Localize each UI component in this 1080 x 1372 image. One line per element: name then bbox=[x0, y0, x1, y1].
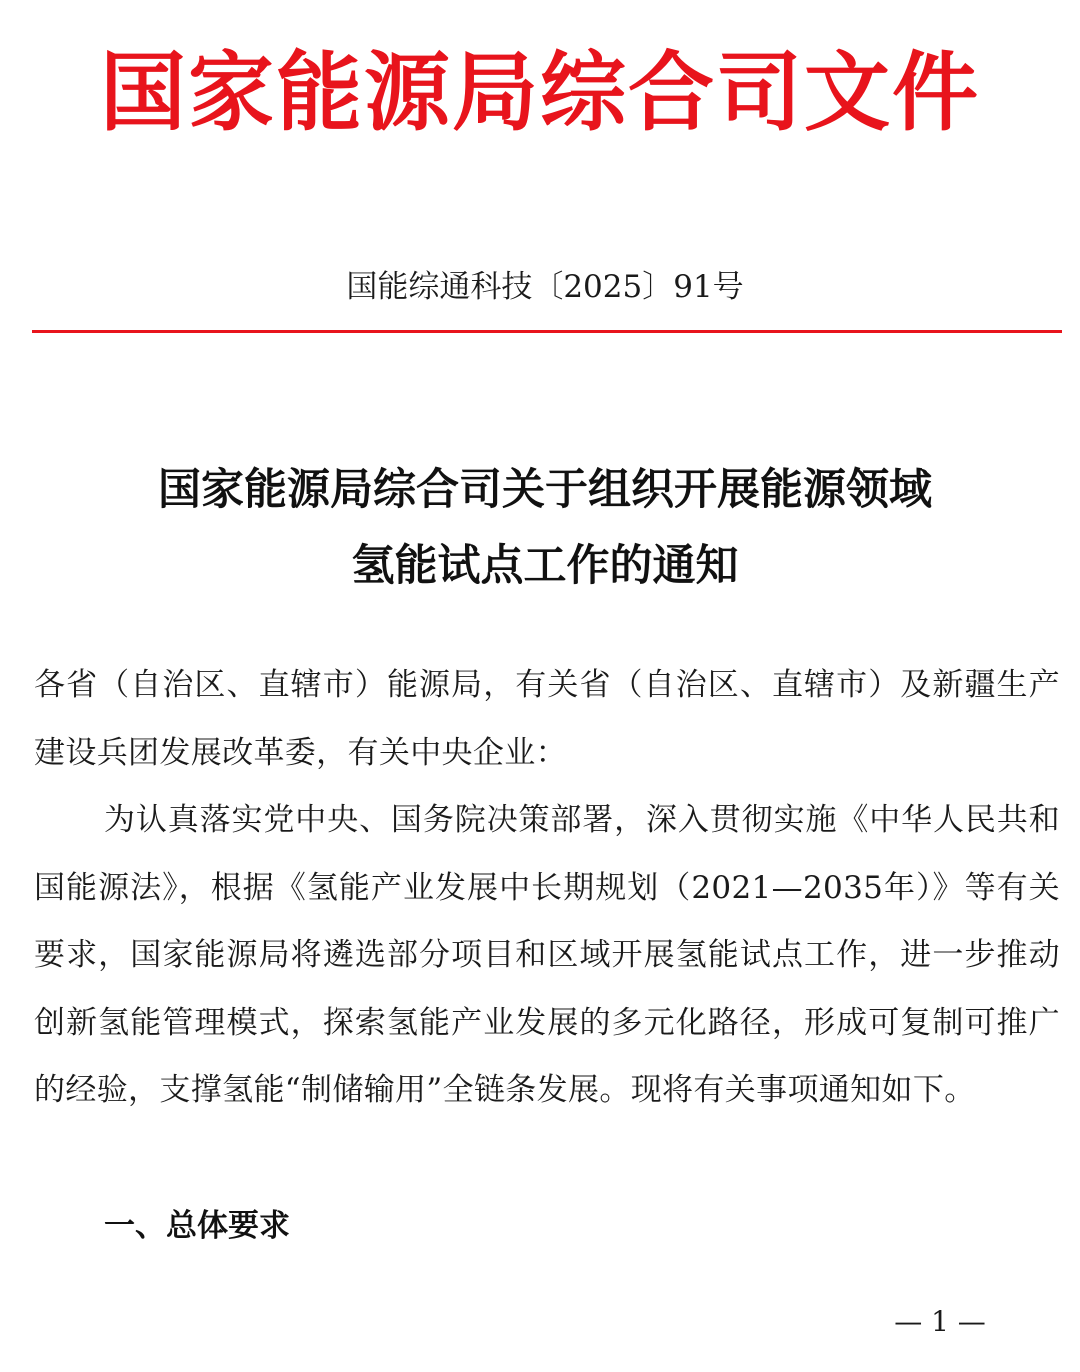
red-divider bbox=[32, 330, 1062, 333]
addressees: 各省（自治区、直辖市）能源局，有关省（自治区、直辖市）及新疆生产建设兵团发展改革委，有关中央企业： bbox=[34, 667, 1060, 771]
page-number: — 1 — bbox=[894, 1305, 986, 1338]
notice-title bbox=[0, 452, 1080, 604]
issuer-masthead: 国家能源局综合司文件 bbox=[100, 42, 980, 143]
body-text bbox=[34, 652, 1060, 1125]
section-heading-1: 一、总体要求 bbox=[104, 1208, 290, 1244]
notice-title-line1: 国家能源局综合司关于组织开展能源领域 bbox=[158, 465, 932, 515]
notice-title-line2: 氢能试点工作的通知 bbox=[351, 541, 739, 591]
document-number: 国能综通科技〔2025〕91号 bbox=[346, 269, 744, 305]
paragraph-1: 为认真落实党中央、国务院决策部署，深入贯彻实施《中华人民共和国能源法》，根据《氢能产业发展中长期规划（2021—2035年）》等有关要求，国家能源局将遴选部分项目和区域开展氢能试点工作，进一步推动创新氢能管理模式，探索氢能产业发展的多元化路径，形成可复制可推广的经验，支撑氢能“制储输用”全链条发展。现将有关事项通知如下。 bbox=[34, 802, 1060, 1108]
